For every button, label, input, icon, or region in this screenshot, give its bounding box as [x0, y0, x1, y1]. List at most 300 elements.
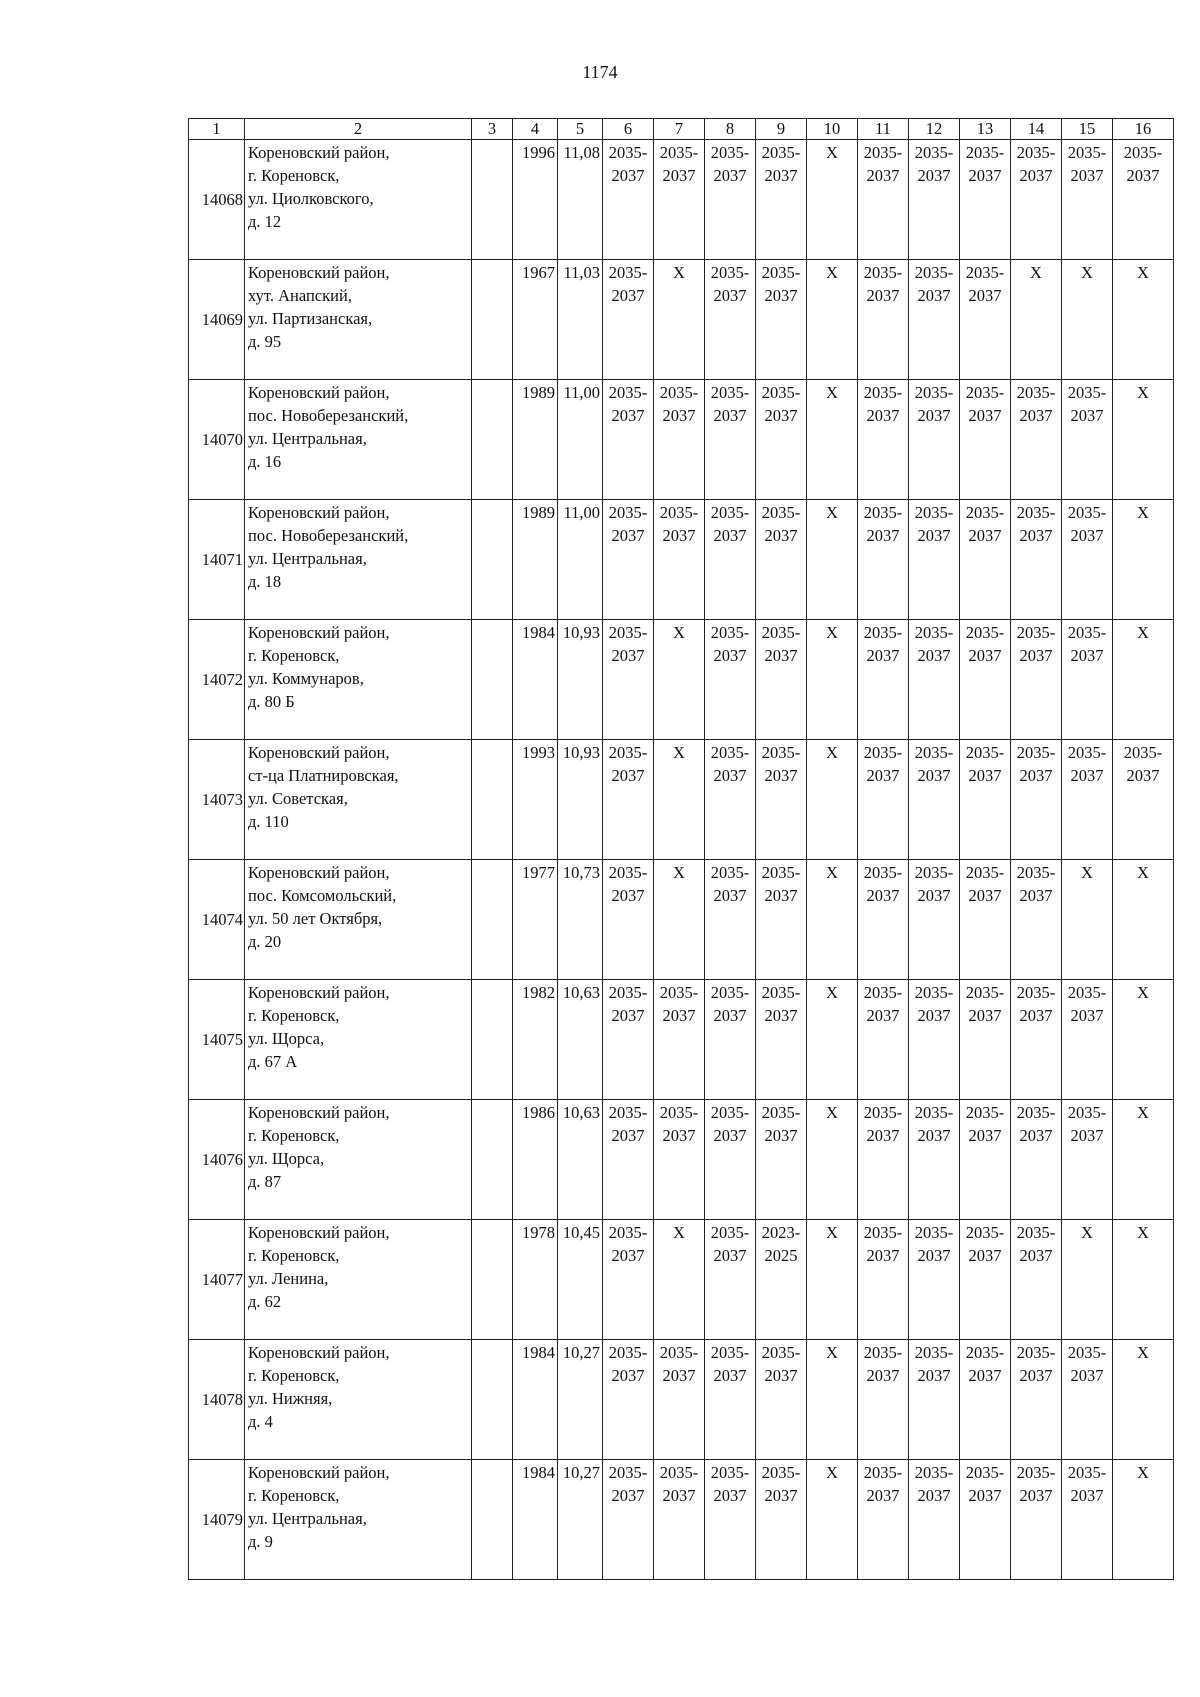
- address-line: г. Кореновск,: [248, 1006, 340, 1025]
- period-end: 2037: [1070, 166, 1104, 185]
- period-cell-col-10: X: [807, 380, 858, 500]
- period-cell-col-15: [1062, 1100, 1113, 1220]
- address-line: ул. 50 лет Октября,: [248, 909, 383, 928]
- period-start: 2035-: [1016, 503, 1056, 522]
- period-end: 2037: [713, 526, 747, 545]
- period-end: 2037: [713, 1486, 747, 1505]
- table-row: [189, 860, 1174, 980]
- address-line: Кореновский район,: [248, 383, 390, 402]
- period-cell-col-10: X: [807, 1460, 858, 1580]
- year-built-cell: 1984: [513, 1340, 558, 1460]
- period-end: 2037: [917, 406, 951, 425]
- period-start: 2035-: [1067, 383, 1107, 402]
- period-start: 2035-: [965, 143, 1005, 162]
- period-cell-col-16: X: [1113, 500, 1174, 620]
- row-number: 14073: [189, 740, 245, 860]
- period-end: 2037: [764, 1366, 798, 1385]
- period-start: 2035-: [965, 1463, 1005, 1482]
- period-cell-col-9: [756, 500, 807, 620]
- period-end: 2037: [713, 286, 747, 305]
- value-cell: 11,00: [558, 380, 603, 500]
- period-cell-col-16: X: [1113, 260, 1174, 380]
- address-line: пос. Комсомольский,: [248, 886, 397, 905]
- period-end: 2037: [917, 1006, 951, 1025]
- row-number: 14079: [189, 1460, 245, 1580]
- period-end: 2037: [1019, 1486, 1053, 1505]
- period-end: 2037: [713, 1126, 747, 1145]
- period-cell-col-15: [1062, 740, 1113, 860]
- period-cell-col-10: X: [807, 140, 858, 260]
- period-end: 2037: [968, 766, 1002, 785]
- period-start: 2035-: [863, 623, 903, 642]
- period-end: 2037: [1070, 1366, 1104, 1385]
- period-cell-col-6: [603, 140, 654, 260]
- column-3-cell: [472, 260, 513, 380]
- period-cell-col-7: [654, 140, 705, 260]
- period-end: 2037: [611, 526, 645, 545]
- row-number: 14078: [189, 1340, 245, 1460]
- period-end: 2037: [968, 1246, 1002, 1265]
- column-3-cell: [472, 1100, 513, 1220]
- address-line: д. 62: [248, 1292, 282, 1311]
- period-end: 2037: [1070, 406, 1104, 425]
- period-cell-col-15: X: [1062, 1220, 1113, 1340]
- period-end: 2037: [968, 286, 1002, 305]
- period-start: 2035-: [659, 1343, 699, 1362]
- period-cell-col-15: X: [1062, 260, 1113, 380]
- period-start: 2035-: [863, 503, 903, 522]
- period-start: 2035-: [608, 1343, 648, 1362]
- period-cell-col-7: [654, 1100, 705, 1220]
- period-cell-col-8: [705, 740, 756, 860]
- period-end: 2037: [713, 1366, 747, 1385]
- period-cell-col-6: [603, 1220, 654, 1340]
- period-cell-col-11: [858, 380, 909, 500]
- period-cell-col-15: [1062, 380, 1113, 500]
- period-cell-col-16: X: [1113, 1460, 1174, 1580]
- table-row: [189, 260, 1174, 380]
- period-cell-col-16: X: [1113, 1100, 1174, 1220]
- period-end: 2037: [1070, 1126, 1104, 1145]
- period-start: 2035-: [608, 503, 648, 522]
- column-3-cell: [472, 1220, 513, 1340]
- period-cell-col-14: [1011, 980, 1062, 1100]
- address-line: ул. Нижняя,: [248, 1389, 333, 1408]
- period-cell-col-6: [603, 260, 654, 380]
- period-cell-col-10: X: [807, 620, 858, 740]
- address-line: Кореновский район,: [248, 143, 390, 162]
- period-cell-col-7: X: [654, 260, 705, 380]
- address-cell: [245, 500, 472, 620]
- column-header-9: 9: [756, 119, 807, 140]
- period-start: 2035-: [965, 383, 1005, 402]
- period-end: 2037: [866, 1486, 900, 1505]
- period-end: 2037: [1019, 1126, 1053, 1145]
- period-cell-col-7: X: [654, 860, 705, 980]
- year-built-cell: 1996: [513, 140, 558, 260]
- address-cell: [245, 1100, 472, 1220]
- period-cell-col-13: [960, 1340, 1011, 1460]
- period-start: 2035-: [761, 743, 801, 762]
- period-cell-col-12: [909, 1460, 960, 1580]
- address-line: Кореновский район,: [248, 503, 390, 522]
- period-end: 2037: [866, 646, 900, 665]
- column-header-14: 14: [1011, 119, 1062, 140]
- period-start: 2035-: [761, 383, 801, 402]
- period-cell-col-12: [909, 140, 960, 260]
- period-end: 2037: [917, 766, 951, 785]
- year-built-cell: 1978: [513, 1220, 558, 1340]
- address-line: Кореновский район,: [248, 743, 390, 762]
- period-start: 2035-: [863, 1223, 903, 1242]
- period-cell-col-13: [960, 380, 1011, 500]
- period-cell-col-9: [756, 1340, 807, 1460]
- period-end: 2037: [713, 1246, 747, 1265]
- period-cell-col-15: [1062, 140, 1113, 260]
- period-end: 2037: [713, 1006, 747, 1025]
- column-3-cell: [472, 1340, 513, 1460]
- period-start: 2035-: [1016, 143, 1056, 162]
- address-line: Кореновский район,: [248, 263, 390, 282]
- address-line: ул. Центральная,: [248, 549, 367, 568]
- period-cell-col-15: [1062, 500, 1113, 620]
- period-start: 2023-: [761, 1223, 801, 1242]
- period-end: 2037: [1126, 166, 1160, 185]
- period-start: 2035-: [710, 1463, 750, 1482]
- period-cell-col-6: [603, 620, 654, 740]
- period-end: 2037: [968, 166, 1002, 185]
- period-cell-col-7: [654, 1460, 705, 1580]
- period-cell-col-12: [909, 500, 960, 620]
- period-start: 2035-: [608, 143, 648, 162]
- period-start: 2035-: [914, 863, 954, 882]
- period-start: 2035-: [965, 1343, 1005, 1362]
- period-cell-col-15: [1062, 620, 1113, 740]
- period-end: 2037: [662, 1126, 696, 1145]
- period-cell-col-16: [1113, 140, 1174, 260]
- period-cell-col-8: [705, 500, 756, 620]
- period-start: 2035-: [914, 1463, 954, 1482]
- row-number: 14068: [189, 140, 245, 260]
- period-start: 2035-: [761, 1463, 801, 1482]
- period-end: 2037: [866, 166, 900, 185]
- period-start: 2035-: [965, 743, 1005, 762]
- period-cell-col-12: [909, 860, 960, 980]
- period-start: 2035-: [761, 263, 801, 282]
- address-cell: [245, 260, 472, 380]
- period-end: 2037: [1019, 1006, 1053, 1025]
- period-cell-col-7: [654, 500, 705, 620]
- period-end: 2037: [968, 1366, 1002, 1385]
- period-end: 2037: [1070, 646, 1104, 665]
- period-start: 2035-: [914, 503, 954, 522]
- period-cell-col-6: [603, 1460, 654, 1580]
- page-number: 1174: [582, 62, 618, 82]
- period-end: 2037: [611, 646, 645, 665]
- table-row: [189, 140, 1174, 260]
- table-header-row: [189, 119, 1174, 140]
- table-row: [189, 1460, 1174, 1580]
- period-cell-col-16: [1113, 740, 1174, 860]
- period-cell-col-16: X: [1113, 1340, 1174, 1460]
- column-header-1: 1: [189, 119, 245, 140]
- period-end: 2037: [968, 1486, 1002, 1505]
- column-3-cell: [472, 860, 513, 980]
- column-header-12: 12: [909, 119, 960, 140]
- period-cell-col-8: [705, 1100, 756, 1220]
- period-cell-col-12: [909, 380, 960, 500]
- period-end: 2037: [866, 886, 900, 905]
- period-end: 2037: [917, 646, 951, 665]
- table-row: [189, 620, 1174, 740]
- address-cell: [245, 980, 472, 1100]
- period-cell-col-13: [960, 1460, 1011, 1580]
- period-start: 2035-: [710, 983, 750, 1002]
- period-end: 2037: [866, 766, 900, 785]
- period-cell-col-14: [1011, 1100, 1062, 1220]
- column-header-7: 7: [654, 119, 705, 140]
- year-built-cell: 1984: [513, 1460, 558, 1580]
- period-start: 2035-: [659, 383, 699, 402]
- column-3-cell: [472, 500, 513, 620]
- period-cell-col-6: [603, 1340, 654, 1460]
- period-start: 2035-: [710, 143, 750, 162]
- period-start: 2035-: [761, 623, 801, 642]
- period-start: 2035-: [608, 1463, 648, 1482]
- table-row: [189, 1100, 1174, 1220]
- column-header-16: 16: [1113, 119, 1174, 140]
- value-cell: 11,03: [558, 260, 603, 380]
- period-cell-col-8: [705, 1220, 756, 1340]
- period-start: 2035-: [608, 263, 648, 282]
- period-start: 2035-: [965, 1223, 1005, 1242]
- period-start: 2035-: [608, 983, 648, 1002]
- period-cell-col-9: [756, 860, 807, 980]
- year-built-cell: 1967: [513, 260, 558, 380]
- period-end: 2037: [662, 166, 696, 185]
- period-end: 2037: [1019, 646, 1053, 665]
- address-line: г. Кореновск,: [248, 646, 340, 665]
- row-number: 14076: [189, 1100, 245, 1220]
- period-start: 2035-: [659, 983, 699, 1002]
- period-start: 2035-: [1067, 743, 1107, 762]
- period-end: 2037: [662, 1486, 696, 1505]
- period-cell-col-8: [705, 980, 756, 1100]
- address-line: д. 9: [248, 1532, 273, 1551]
- period-cell-col-11: [858, 260, 909, 380]
- period-cell-col-15: [1062, 1460, 1113, 1580]
- period-start: 2035-: [710, 863, 750, 882]
- address-line: хут. Анапский,: [248, 286, 352, 305]
- period-start: 2035-: [863, 143, 903, 162]
- period-cell-col-13: [960, 740, 1011, 860]
- period-end: 2037: [917, 526, 951, 545]
- period-end: 2037: [866, 1126, 900, 1145]
- period-cell-col-6: [603, 980, 654, 1100]
- address-line: д. 95: [248, 332, 282, 351]
- address-line: г. Кореновск,: [248, 1126, 340, 1145]
- period-end: 2037: [1019, 1246, 1053, 1265]
- period-cell-col-6: [603, 380, 654, 500]
- period-start: 2035-: [1016, 1103, 1056, 1122]
- period-end: 2037: [968, 406, 1002, 425]
- period-cell-col-11: [858, 140, 909, 260]
- period-start: 2035-: [914, 623, 954, 642]
- period-cell-col-9: [756, 260, 807, 380]
- period-cell-col-9: [756, 140, 807, 260]
- column-3-cell: [472, 380, 513, 500]
- table-row: [189, 1220, 1174, 1340]
- column-header-2: 2: [245, 119, 472, 140]
- period-cell-col-13: [960, 620, 1011, 740]
- period-start: 2035-: [914, 263, 954, 282]
- period-start: 2035-: [761, 1343, 801, 1362]
- period-end: 2037: [611, 766, 645, 785]
- period-cell-col-11: [858, 1340, 909, 1460]
- table-row: [189, 1340, 1174, 1460]
- period-start: 2035-: [965, 623, 1005, 642]
- period-start: 2035-: [863, 1343, 903, 1362]
- column-3-cell: [472, 140, 513, 260]
- period-cell-col-12: [909, 1100, 960, 1220]
- period-cell-col-8: [705, 620, 756, 740]
- period-start: 2035-: [1016, 863, 1056, 882]
- period-end: 2037: [713, 166, 747, 185]
- period-end: 2037: [764, 646, 798, 665]
- period-cell-col-9: [756, 980, 807, 1100]
- column-3-cell: [472, 980, 513, 1100]
- address-line: д. 87: [248, 1172, 282, 1191]
- period-cell-col-11: [858, 980, 909, 1100]
- period-cell-col-13: [960, 500, 1011, 620]
- address-line: д. 80 Б: [248, 692, 295, 711]
- period-start: 2035-: [659, 1463, 699, 1482]
- period-cell-col-10: X: [807, 260, 858, 380]
- period-cell-col-14: [1011, 380, 1062, 500]
- period-start: 2035-: [761, 863, 801, 882]
- row-number: 14074: [189, 860, 245, 980]
- column-header-4: 4: [513, 119, 558, 140]
- period-start: 2035-: [914, 143, 954, 162]
- period-cell-col-14: [1011, 1340, 1062, 1460]
- period-end: 2037: [764, 1126, 798, 1145]
- year-built-cell: 1989: [513, 500, 558, 620]
- period-cell-col-12: [909, 1340, 960, 1460]
- period-start: 2035-: [965, 983, 1005, 1002]
- address-line: д. 67 А: [248, 1052, 298, 1071]
- period-start: 2035-: [659, 143, 699, 162]
- period-end: 2037: [866, 1246, 900, 1265]
- period-end: 2037: [713, 766, 747, 785]
- period-cell-col-13: [960, 1100, 1011, 1220]
- period-end: 2037: [917, 286, 951, 305]
- address-cell: [245, 620, 472, 740]
- table-row: [189, 380, 1174, 500]
- row-number: 14077: [189, 1220, 245, 1340]
- column-3-cell: [472, 740, 513, 860]
- period-cell-col-8: [705, 140, 756, 260]
- value-cell: 10,93: [558, 740, 603, 860]
- period-end: 2037: [1126, 766, 1160, 785]
- row-number: 14075: [189, 980, 245, 1100]
- period-start: 2035-: [1067, 983, 1107, 1002]
- period-end: 2037: [917, 886, 951, 905]
- period-start: 2035-: [761, 503, 801, 522]
- row-number: 14071: [189, 500, 245, 620]
- period-start: 2035-: [863, 263, 903, 282]
- period-cell-col-12: [909, 260, 960, 380]
- period-cell-col-13: [960, 1220, 1011, 1340]
- period-cell-col-7: [654, 380, 705, 500]
- period-end: 2037: [917, 166, 951, 185]
- period-start: 2035-: [965, 503, 1005, 522]
- year-built-cell: 1984: [513, 620, 558, 740]
- period-end: 2037: [611, 1126, 645, 1145]
- address-line: г. Кореновск,: [248, 1366, 340, 1385]
- period-start: 2035-: [710, 1103, 750, 1122]
- period-cell-col-16: X: [1113, 860, 1174, 980]
- period-end: 2037: [968, 526, 1002, 545]
- address-line: ул. Партизанская,: [248, 309, 373, 328]
- period-end: 2037: [866, 406, 900, 425]
- address-line: ст-ца Платнировская,: [248, 766, 399, 785]
- value-cell: 10,63: [558, 980, 603, 1100]
- period-start: 2035-: [1016, 1463, 1056, 1482]
- period-cell-col-14: [1011, 1460, 1062, 1580]
- address-cell: [245, 740, 472, 860]
- period-end: 2037: [713, 646, 747, 665]
- period-start: 2035-: [608, 623, 648, 642]
- table-row: [189, 500, 1174, 620]
- address-line: ул. Коммунаров,: [248, 669, 364, 688]
- period-cell-col-7: [654, 1340, 705, 1460]
- period-cell-col-14: [1011, 1220, 1062, 1340]
- period-start: 2035-: [710, 503, 750, 522]
- column-header-8: 8: [705, 119, 756, 140]
- period-end: 2037: [917, 1246, 951, 1265]
- period-end: 2037: [662, 1366, 696, 1385]
- address-line: ул. Ленина,: [248, 1269, 329, 1288]
- period-cell-col-16: X: [1113, 1220, 1174, 1340]
- address-line: ул. Циолковского,: [248, 189, 374, 208]
- period-start: 2035-: [1067, 623, 1107, 642]
- address-cell: [245, 1340, 472, 1460]
- period-start: 2035-: [863, 983, 903, 1002]
- period-start: 2035-: [914, 383, 954, 402]
- period-end: 2037: [1019, 1366, 1053, 1385]
- period-end: 2037: [968, 886, 1002, 905]
- address-line: пос. Новоберезанский,: [248, 406, 409, 425]
- period-cell-col-7: [654, 980, 705, 1100]
- period-start: 2035-: [965, 1103, 1005, 1122]
- period-start: 2035-: [1016, 623, 1056, 642]
- period-start: 2035-: [659, 1103, 699, 1122]
- period-end: 2025: [764, 1246, 798, 1265]
- year-built-cell: 1982: [513, 980, 558, 1100]
- period-start: 2035-: [1067, 1103, 1107, 1122]
- period-cell-col-12: [909, 980, 960, 1100]
- period-cell-col-9: [756, 740, 807, 860]
- address-line: ул. Центральная,: [248, 1509, 367, 1528]
- period-start: 2035-: [608, 1103, 648, 1122]
- period-end: 2037: [1019, 406, 1053, 425]
- value-cell: 11,08: [558, 140, 603, 260]
- period-cell-col-16: X: [1113, 620, 1174, 740]
- period-end: 2037: [662, 406, 696, 425]
- period-cell-col-6: [603, 500, 654, 620]
- period-cell-col-10: X: [807, 860, 858, 980]
- period-end: 2037: [968, 1126, 1002, 1145]
